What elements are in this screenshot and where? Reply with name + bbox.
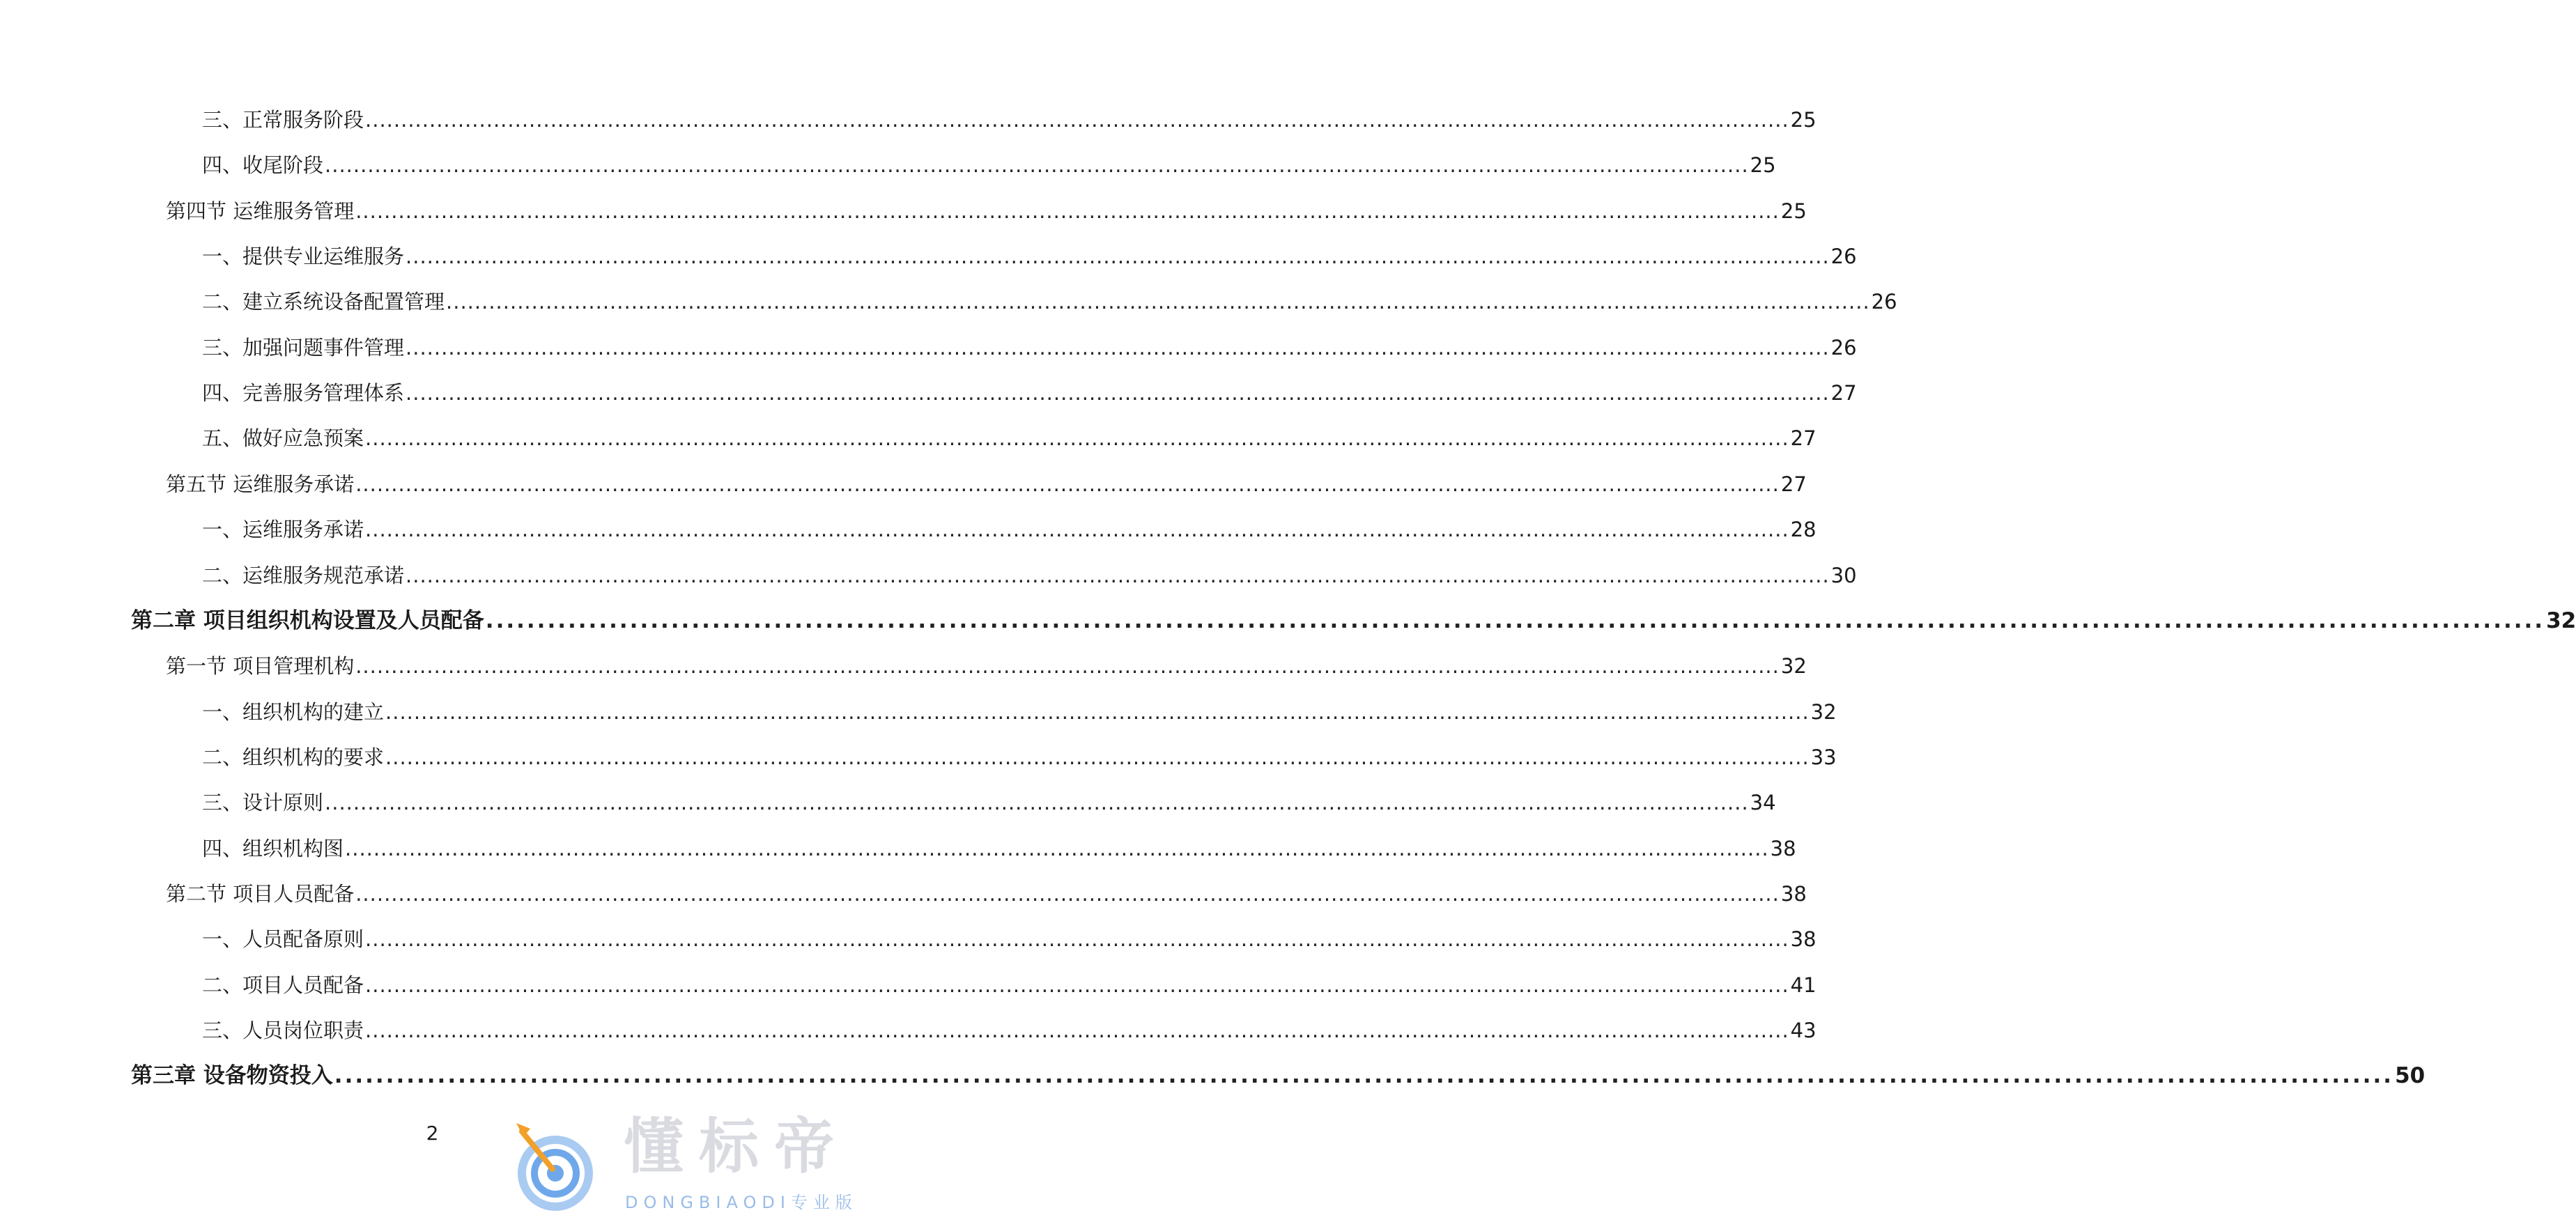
- toc-entry[interactable]: [202, 743, 1837, 771]
- toc-entry-page: 41: [1790, 973, 1817, 997]
- toc-entry-page: 33: [1810, 745, 1837, 769]
- toc-entry-page: 26: [1830, 336, 1857, 359]
- toc-entry-page: 25: [1790, 108, 1817, 132]
- toc-entry-page: 25: [1780, 199, 1807, 223]
- toc-entry[interactable]: [202, 379, 1857, 407]
- toc-entry-title: 四、完善服务管理体系: [202, 381, 405, 405]
- toc-entry[interactable]: [166, 470, 1807, 498]
- toc-entry-page: 30: [1830, 564, 1857, 587]
- toc-entry[interactable]: [202, 925, 1817, 953]
- page-number: 2: [426, 1122, 439, 1145]
- toc-entry-title: 第二章 项目组织机构设置及人员配备: [131, 608, 484, 633]
- watermark-subtitle: DONGBIAODI专业版: [625, 1193, 858, 1212]
- toc-entry-title: 三、设计原则: [202, 791, 324, 814]
- toc-entry-title: 四、组织机构图: [202, 837, 344, 860]
- toc-entry[interactable]: [166, 652, 1807, 680]
- toc-leader-dots: ........................................................................................................................................................................................................: [355, 472, 1780, 496]
- toc-entry[interactable]: [202, 698, 1837, 726]
- toc-entry[interactable]: [202, 424, 1817, 452]
- toc-leader-dots: ........................................................................................................................................................................................................: [365, 927, 1789, 951]
- toc-entry[interactable]: [166, 880, 1807, 908]
- toc-entry[interactable]: [202, 334, 1857, 362]
- toc-leader-dots: ........................................................................................................................................................................................................: [406, 381, 1830, 405]
- toc-entry-title: 第五节 运维服务承诺: [166, 472, 355, 496]
- toc-entry-title: 第四节 运维服务管理: [166, 199, 355, 223]
- toc-entry-page: 26: [1830, 245, 1857, 268]
- toc-entry[interactable]: [202, 151, 1776, 179]
- toc-entry-page: 32: [2546, 608, 2576, 633]
- toc-entry-page: 43: [1790, 1019, 1817, 1042]
- toc-entry-page: 25: [1750, 153, 1776, 177]
- toc-entry[interactable]: [166, 197, 1807, 225]
- toc-leader-dots: ........................................................................................................................................................................................................: [406, 564, 1830, 587]
- toc-entry-page: 38: [1780, 882, 1807, 906]
- toc-entry-title: 五、做好应急预案: [202, 426, 364, 450]
- toc-entry-title: 三、人员岗位职责: [202, 1019, 364, 1042]
- toc-entry-title: 一、运维服务承诺: [202, 518, 364, 541]
- watermark-brand-text: 懂标帝: [624, 1112, 849, 1182]
- toc-leader-dots: ........................................................................................................................................................................................................: [385, 745, 1810, 769]
- toc-entry-title: 第三章 设备物资投入: [131, 1063, 333, 1088]
- toc-leader-dots: ........................................................................................................................................................................................................: [406, 336, 1830, 359]
- toc-entry-title: 一、组织机构的建立: [202, 700, 385, 724]
- toc-leader-dots: ........................................................................................................................................................................................................: [355, 882, 1780, 906]
- toc-entry-page: 26: [1871, 290, 1897, 314]
- toc-leader-dots: ........................................................................................................................................................................................................: [485, 608, 2545, 633]
- toc-entry-page: 34: [1750, 791, 1776, 814]
- toc-leader-dots: ........................................................................................................................................................................................................: [365, 426, 1789, 450]
- toc-entry-title: 一、提供专业运维服务: [202, 245, 405, 268]
- toc-entry-title: 二、项目人员配备: [202, 973, 364, 997]
- toc-leader-dots: ........................................................................................................................................................................................................: [325, 791, 1749, 814]
- toc-entry-page: 27: [1790, 426, 1817, 450]
- toc-entry-title: 三、正常服务阶段: [202, 108, 364, 132]
- toc-leader-dots: ........................................................................................................................................................................................................: [385, 700, 1810, 724]
- toc-entry-page: 50: [2395, 1063, 2425, 1088]
- toc-entry[interactable]: [202, 516, 1817, 543]
- toc-entry-title: 三、加强问题事件管理: [202, 336, 405, 359]
- toc-leader-dots: ........................................................................................................................................................................................................: [365, 518, 1789, 541]
- toc-leader-dots: ........................................................................................................................................................................................................: [365, 973, 1789, 997]
- toc-entry-title: 四、收尾阶段: [202, 153, 324, 177]
- toc-entry-title: 一、人员配备原则: [202, 927, 364, 951]
- toc-leader-dots: ........................................................................................................................................................................................................: [325, 153, 1749, 177]
- target-logo-icon: [512, 1108, 631, 1219]
- toc-leader-dots: ........................................................................................................................................................................................................: [334, 1063, 2394, 1088]
- toc-leader-dots: ........................................................................................................................................................................................................: [355, 199, 1780, 223]
- toc-entry[interactable]: [131, 607, 2576, 635]
- toc-entry-title: 第二节 项目人员配备: [166, 882, 355, 906]
- toc-leader-dots: ........................................................................................................................................................................................................: [446, 290, 1870, 314]
- toc-entry[interactable]: [202, 789, 1776, 817]
- toc-entry-title: 二、建立系统设备配置管理: [202, 290, 445, 314]
- toc-entry[interactable]: [131, 1062, 2425, 1090]
- toc-entry[interactable]: [202, 1016, 1817, 1044]
- toc-entry-page: 38: [1770, 837, 1796, 860]
- toc-entry[interactable]: [202, 562, 1857, 589]
- toc-entry-page: 27: [1830, 381, 1857, 405]
- toc-entry[interactable]: [202, 835, 1796, 863]
- watermark-logo: [512, 1108, 861, 1219]
- toc-entry-page: 32: [1810, 700, 1837, 724]
- toc-entry-title: 二、组织机构的要求: [202, 745, 385, 769]
- toc-entry[interactable]: [202, 971, 1817, 999]
- toc-entry[interactable]: [202, 106, 1817, 134]
- toc-entry[interactable]: [202, 288, 1897, 316]
- toc-entry[interactable]: [202, 242, 1857, 270]
- toc-entry-title: 二、运维服务规范承诺: [202, 564, 405, 587]
- toc-entry-page: 38: [1790, 927, 1817, 951]
- toc-entry-page: 27: [1780, 472, 1807, 496]
- toc-entry-page: 28: [1790, 518, 1817, 541]
- toc-leader-dots: ........................................................................................................................................................................................................: [355, 654, 1780, 678]
- toc-leader-dots: ........................................................................................................................................................................................................: [406, 245, 1830, 268]
- toc-entry-page: 32: [1780, 654, 1807, 678]
- toc-leader-dots: ........................................................................................................................................................................................................: [365, 108, 1789, 132]
- toc-entry-title: 第一节 项目管理机构: [166, 654, 355, 678]
- toc-leader-dots: ........................................................................................................................................................................................................: [345, 837, 1769, 860]
- toc-leader-dots: ........................................................................................................................................................................................................: [365, 1019, 1789, 1042]
